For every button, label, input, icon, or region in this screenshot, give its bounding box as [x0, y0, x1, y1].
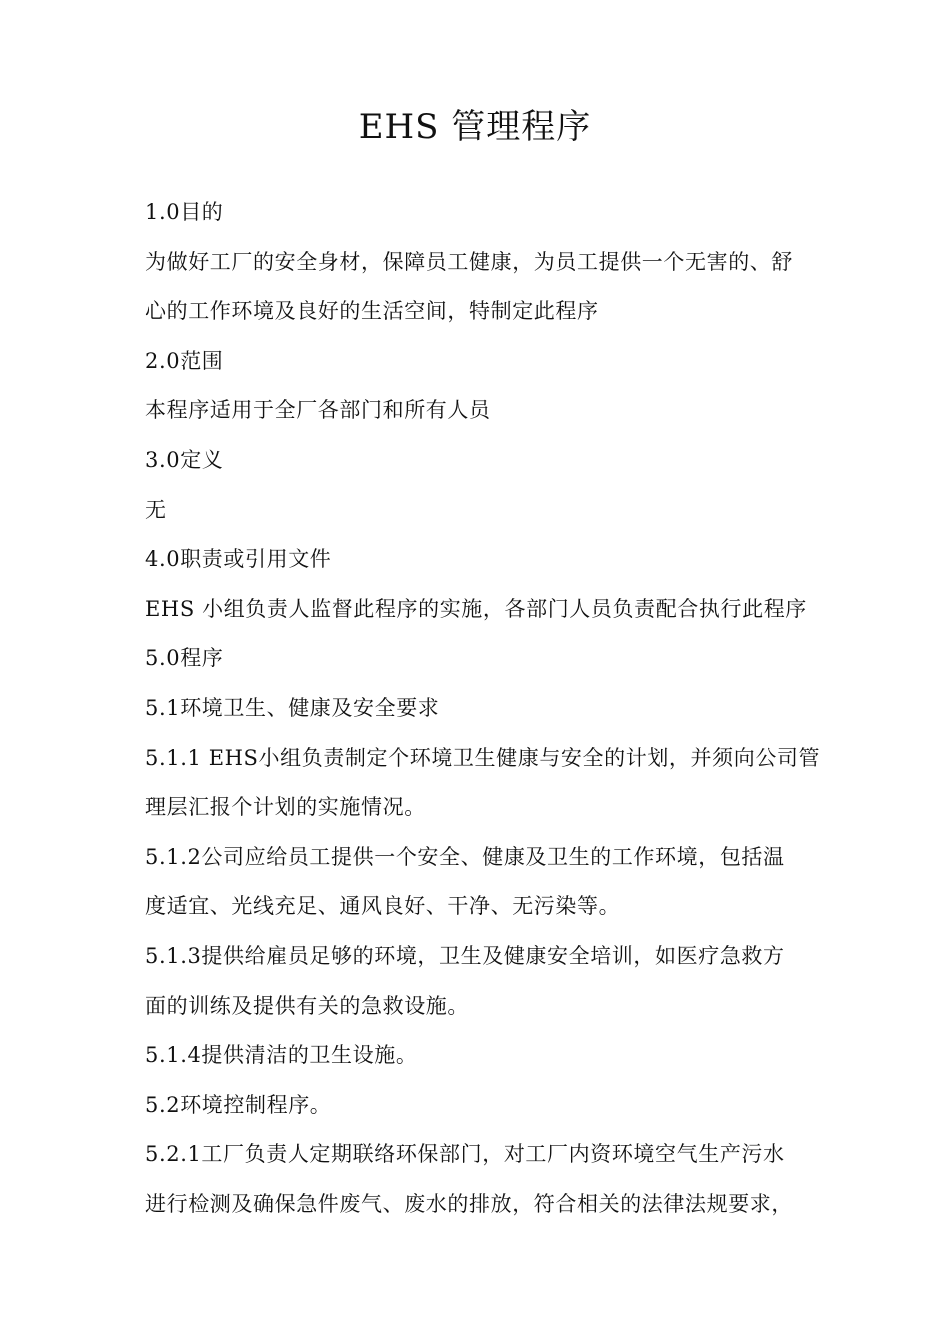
text-line: 5.2环境控制程序。 [145, 1092, 332, 1117]
text-line: 5.1.1 EHS小组负责制定个环境卫生健康与安全的计划，并须向公司管 [145, 745, 821, 770]
text-line: 5.1环境卫生、健康及安全要求 [145, 695, 440, 720]
text-line: 5.1.4提供清洁的卫生设施。 [145, 1043, 418, 1068]
text-line: EHS 小组负责人监督此程序的实施，各部门人员负责配合执行此程序 [145, 596, 807, 621]
text-line: 进行检测及确保急件废气、废水的排放，符合相关的法律法规要求， [145, 1191, 793, 1216]
text-line: 5.0程序 [145, 646, 224, 671]
text-line: 2.0范围 [145, 348, 224, 373]
text-line: 无 [145, 497, 167, 522]
text-line: 度适宜、光线充足、通风良好、干净、无污染等。 [145, 894, 621, 919]
text-line: 面的训练及提供有关的急救设施。 [145, 993, 469, 1018]
text-line: 本程序适用于全厂各部门和所有人员 [145, 398, 491, 423]
document-body [145, 188, 821, 1229]
text-line: 1.0目的 [145, 200, 224, 224]
text-line: 3.0定义 [145, 447, 224, 472]
text-line: 5.1.2公司应给员工提供一个安全、健康及卫生的工作环境，包括温 [145, 844, 785, 869]
document-title: EHS 管理程序 [358, 107, 592, 147]
text-line: 为做好工厂的安全身材，保障员工健康，为员工提供一个无害的、舒 [145, 249, 793, 274]
text-line: 5.1.3提供给雇员足够的环境，卫生及健康安全培训，如医疗急救方 [145, 943, 785, 968]
text-line: 4.0职责或引用文件 [145, 547, 332, 572]
text-line: 心的工作环境及良好的生活空间，特制定此程序 [145, 299, 599, 324]
text-line: 理层汇报个计划的实施情况。 [145, 795, 426, 820]
text-line: 5.2.1工厂负责人定期联络环保部门，对工厂内资环境空气生产污水 [145, 1142, 785, 1167]
